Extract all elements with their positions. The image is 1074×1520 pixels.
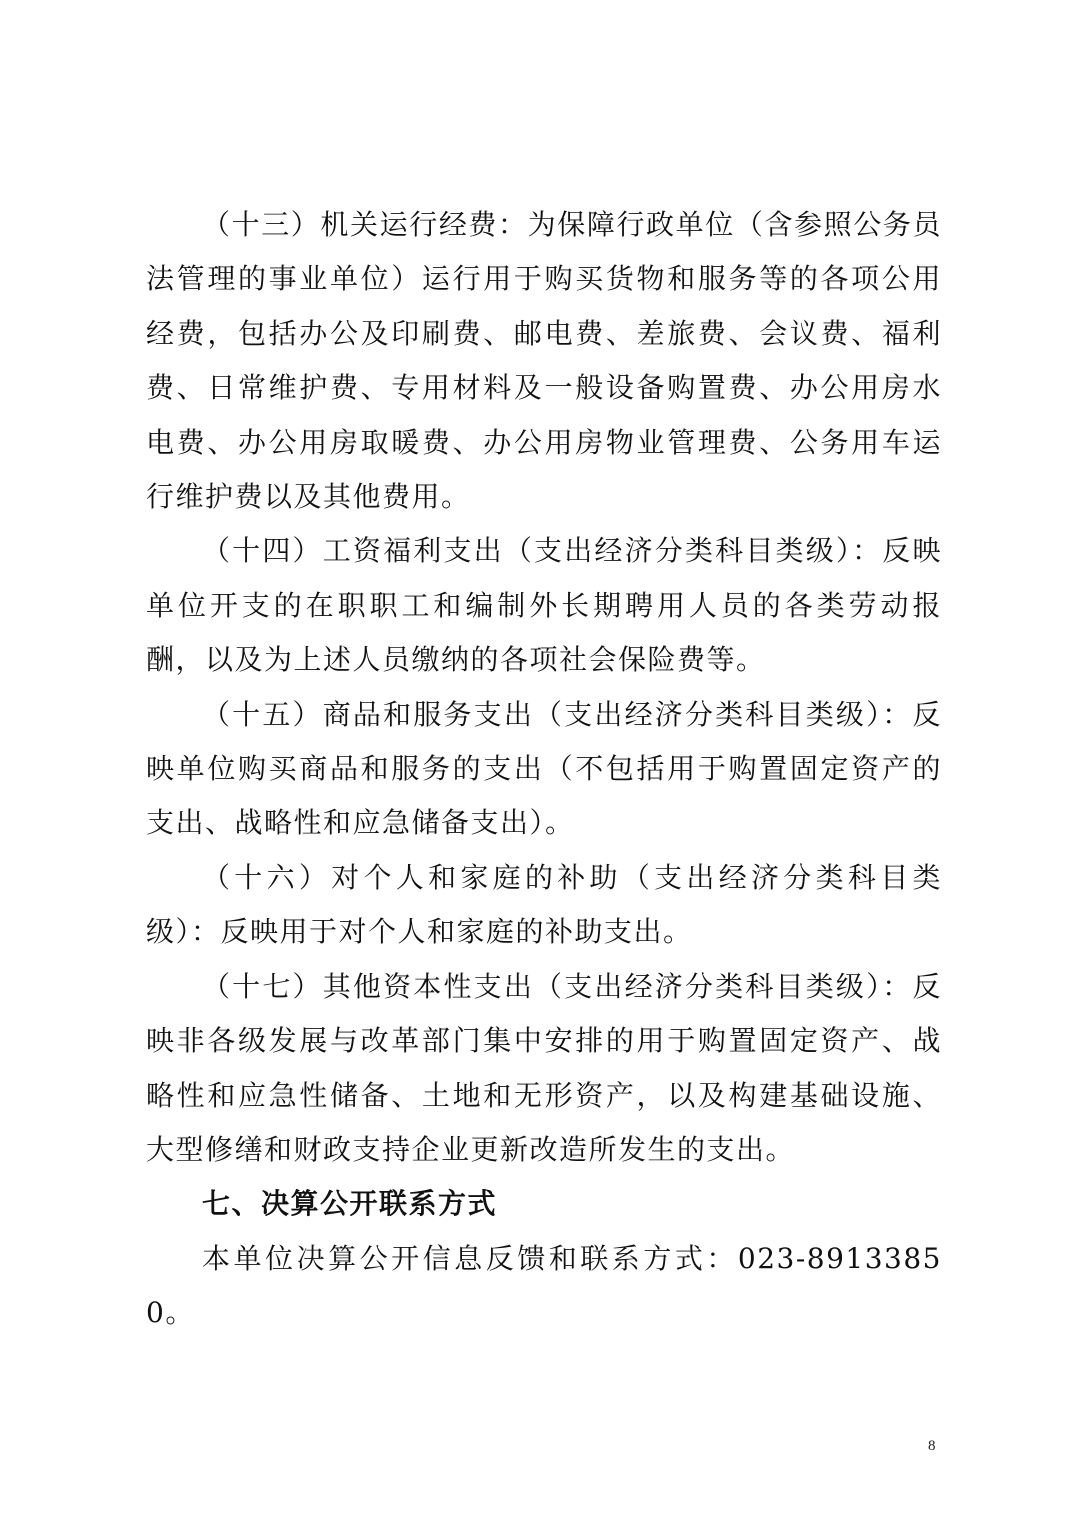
paragraph-17-other-capital: （十七）其他资本性支出（支出经济分类科目类级）：反映非各级发展与改革部门集中安排的用于购置固定资产、战略性和应急性储备、土地和无形资产，以及构建基础设施、大型修缮和财政支持企业更新改造所发生的支出。: [146, 969, 942, 1166]
paragraph-15-goods-services: （十五）商品和服务支出（支出经济分类科目类级）：反映单位购买商品和服务的支出（不包括用于购置固定资产的支出、战略性和应急储备支出）。: [146, 697, 942, 840]
paragraph-14-salary-welfare: （十四）工资福利支出（支出经济分类科目类级）：反映单位开支的在职职工和编制外长期聘用人员的各类劳动报酬，以及为上述人员缴纳的各项社会保险费等。: [146, 534, 942, 677]
paragraph-13-operating-expenses: （十三）机关运行经费：为保障行政单位（含参照公务员法管理的事业单位）运行用于购买货物和服务等的各项公用经费，包括办公及印刷费、邮电费、差旅费、会议费、福利费、日常维护费、专用材料及一般设备购置费、办公用房水电费、办公用房取暖费、办公用房物业管理费、公务用车运行维护费以及其他费用。: [146, 208, 942, 514]
paragraph-16-household-subsidy: （十六）对个人和家庭的补助（支出经济分类科目类级）：反映用于对个人和家庭的补助支出。: [146, 860, 942, 949]
page-number: 8: [928, 1438, 936, 1454]
document-body: [146, 198, 942, 1341]
contact-text: 本单位决算公开信息反馈和联系方式：023-89133850。: [146, 1241, 942, 1330]
section-heading-contact: 七、决算公开联系方式: [202, 1187, 498, 1221]
